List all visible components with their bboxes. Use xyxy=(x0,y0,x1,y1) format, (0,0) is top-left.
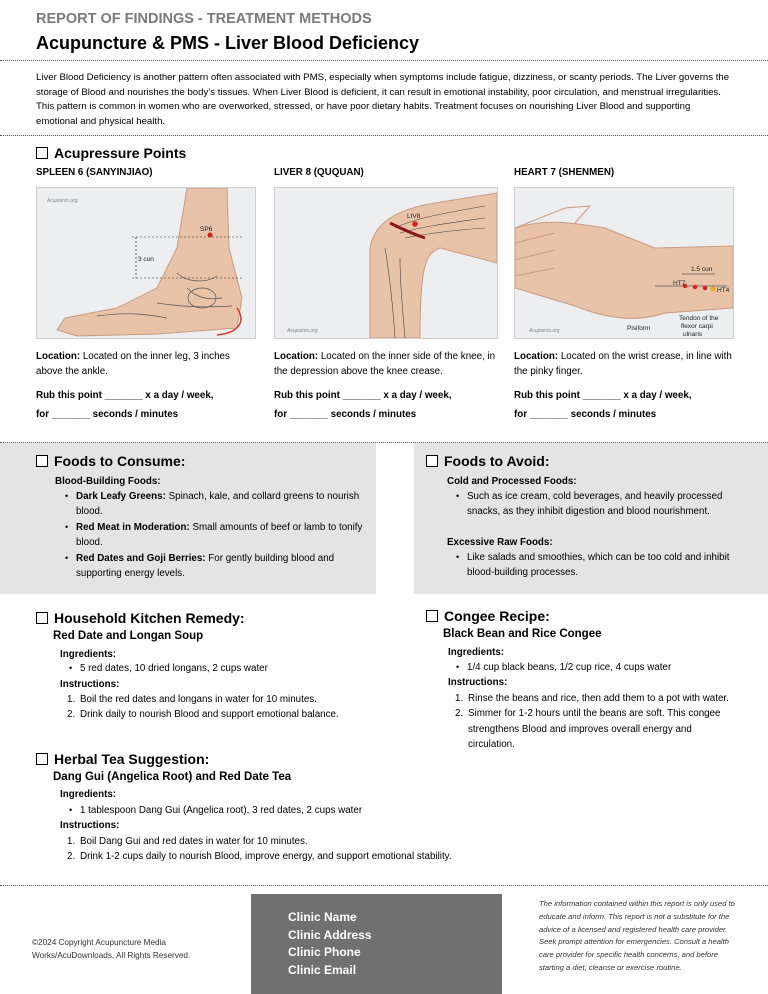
point-name: SPLEEN 6 (SANYINJIAO) xyxy=(36,167,153,178)
list-item: 1. Boil the red dates and longans in water for 10 minutes. xyxy=(67,694,317,705)
page-title: Acupuncture & PMS - Liver Blood Deficiency xyxy=(36,33,420,53)
report-kicker: REPORT OF FINDINGS - TREATMENT METHODS xyxy=(36,11,372,27)
watermark: Acupoints.org xyxy=(529,328,560,334)
heart7-image xyxy=(514,187,734,339)
clinic-address: Clinic Address xyxy=(288,927,372,942)
spleen6-image xyxy=(36,187,256,339)
checkbox[interactable] xyxy=(36,147,48,159)
rub-duration: for _______ seconds / minutes xyxy=(514,409,657,420)
rub-duration: for _______ seconds / minutes xyxy=(274,409,417,420)
divider xyxy=(0,60,768,61)
ingredients-label: Ingredients: xyxy=(448,647,505,658)
recipe-name: Dang Gui (Angelica Root) and Red Date Tea xyxy=(53,771,292,783)
checkbox[interactable] xyxy=(426,455,438,467)
foods-consume-heading: Foods to Consume: xyxy=(36,453,185,469)
disclaimer: The information contained within this report is only used to educate and inform. This report is not a substitute for the advice of a licensed and registered health care provider. Seek prompt attention for emergencies. Consult a health care provider for specific health concerns, and before starting a diet, cleanse or exercise routine. xyxy=(539,899,735,972)
point-name: LIVER 8 (QUQUAN) xyxy=(274,167,364,178)
instructions-label: Instructions: xyxy=(60,679,120,690)
point-label: SP6 xyxy=(200,226,213,233)
ingredients-list xyxy=(60,803,580,818)
list-item: • Such as ice cream, cold beverages, and heavily processed snacks, as they inhibit digestion and blood nourishment. xyxy=(467,489,757,520)
list-item: 2. Simmer for 1-2 hours until the beans are soft. This congee strengthens Blood and improves overall energy and circulation. xyxy=(455,708,721,751)
list-item: 2. Drink daily to nourish Blood and support emotional balance. xyxy=(67,709,339,721)
foods-consume-list xyxy=(56,489,376,581)
ingredients-label: Ingredients: xyxy=(60,649,117,660)
list-item: • 5 red dates, 10 dried longans, 2 cups water xyxy=(80,661,400,676)
foods-consume-subheading: Blood-Building Foods: xyxy=(55,476,161,487)
intro-paragraph: Liver Blood Deficiency is another pattern often associated with PMS, especially when symptoms include fatigue, dizziness, or scanty periods. The Liver governs the storage of Blood and nourishes the body’s tissues. When Liver Blood is deficient, it can result in emotional instability, poor circulation, and menstrual irregularities. This pattern is common in women who are overworked, stressed, or have poor dietary habits. Treatment focuses on nourishing Liver Blood and supporting emotional and physical health. xyxy=(36,72,730,128)
rub-duration: for _______ seconds / minutes xyxy=(36,409,179,420)
measure-label: 3 cun xyxy=(138,256,154,263)
list-item: 2. Drink 1-2 cups daily to nourish Blood, improve energy, and support emotional stability. xyxy=(67,851,452,863)
pisiform-label: Pisiform xyxy=(627,325,651,332)
checkbox[interactable] xyxy=(36,455,48,467)
tendon-label: flexor carpi xyxy=(681,323,713,330)
foods-avoid-subheading: Cold and Processed Foods: xyxy=(447,476,577,487)
foods-avoid-list xyxy=(447,489,757,520)
herbal-tea-heading: Herbal Tea Suggestion: xyxy=(36,751,209,767)
rub-frequency: Rub this point _______ x a day / week, xyxy=(274,390,452,401)
list-item: • 1/4 cup black beans, 1/2 cup rice, 4 cups water xyxy=(467,660,757,675)
point-location: Location: Located on the wrist crease, in line with the pinky finger. xyxy=(514,351,732,377)
clinic-info-box xyxy=(251,894,502,994)
instructions-list xyxy=(66,692,400,723)
list-item: 1. Rinse the beans and rice, then add them to a pot with water. xyxy=(455,693,729,704)
clinic-phone: Clinic Phone xyxy=(288,945,361,959)
watermark: Acupoints.org xyxy=(287,328,318,334)
checkbox[interactable] xyxy=(426,610,438,622)
watermark: Acupoints.org xyxy=(47,198,78,204)
checkbox[interactable] xyxy=(36,753,48,765)
list-item: 1. Boil Dang Gui and red dates in water for 10 minutes. xyxy=(67,836,308,847)
ingredients-list xyxy=(447,660,757,675)
measure-label: 1.5 cun xyxy=(691,266,713,273)
point-label-secondary: HT4 xyxy=(717,287,730,294)
foods-avoid-heading: Foods to Avoid: xyxy=(426,453,550,469)
foods-avoid-subheading: Excessive Raw Foods: xyxy=(447,537,553,548)
recipe-name: Black Bean and Rice Congee xyxy=(443,628,602,640)
rub-frequency: Rub this point _______ x a day / week, xyxy=(514,390,692,401)
instructions-label: Instructions: xyxy=(448,677,508,688)
instructions-list xyxy=(66,834,640,865)
congee-heading: Congee Recipe: xyxy=(426,608,550,624)
point-label: HT7 xyxy=(673,280,686,287)
tendon-label: ulnaris xyxy=(683,331,703,338)
acupressure-heading: Acupressure Points xyxy=(36,145,186,161)
tendon-label: Tendon of the xyxy=(679,315,719,322)
point-name: HEART 7 (SHENMEN) xyxy=(514,167,615,178)
foods-avoid-list xyxy=(447,550,757,581)
rub-frequency: Rub this point _______ x a day / week, xyxy=(36,390,214,401)
point-location: Location: Located on the inner side of the knee, in the depression above the knee crease. xyxy=(274,351,496,377)
checkbox[interactable] xyxy=(36,612,48,624)
instructions-label: Instructions: xyxy=(60,820,120,831)
clinic-name: Clinic Name xyxy=(288,910,357,924)
liver8-image xyxy=(274,187,498,339)
instructions-list xyxy=(454,691,738,753)
point-location: Location: Located on the inner leg, 3 inches above the ankle. xyxy=(36,351,230,377)
divider xyxy=(0,135,768,136)
point-label: LIV8 xyxy=(407,213,421,220)
list-item: • Like salads and smoothies, which can be too cold and inhibit blood-building processes. xyxy=(467,550,757,581)
ingredients-label: Ingredients: xyxy=(60,789,117,800)
divider xyxy=(0,885,768,886)
list-item: • Dark Leafy Greens: Spinach, kale, and collard greens to nourish blood. xyxy=(76,489,376,520)
recipe-name: Red Date and Longan Soup xyxy=(53,630,204,642)
clinic-email: Clinic Email xyxy=(288,962,357,977)
list-item: • Red Dates and Goji Berries: For gently building blood and supporting energy levels. xyxy=(76,551,376,582)
kitchen-remedy-heading: Household Kitchen Remedy: xyxy=(36,610,245,626)
list-item: • Red Meat in Moderation: Small amounts of beef or lamb to tonify blood. xyxy=(76,520,376,551)
list-item: • 1 tablespoon Dang Gui (Angelica root), 3 red dates, 2 cups water xyxy=(80,803,580,818)
copyright: ©2024 Copyright Acupuncture Media Works/AcuDownloads, All Rights Reserved. xyxy=(32,938,191,960)
ingredients-list xyxy=(60,661,400,676)
